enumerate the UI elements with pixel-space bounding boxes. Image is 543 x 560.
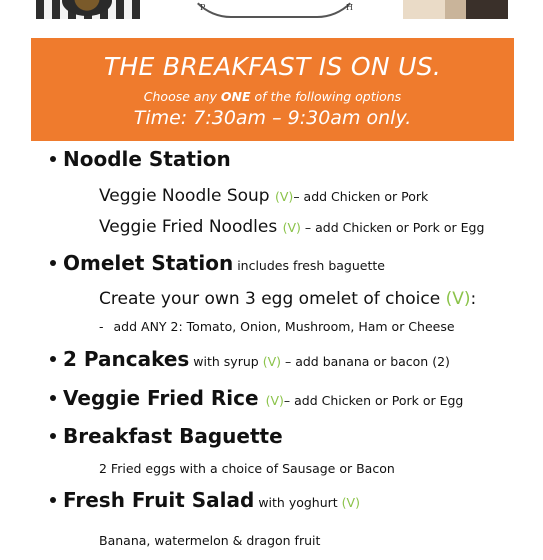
bullet-icon <box>50 395 56 401</box>
logo-letter: P <box>200 3 206 12</box>
fruit-description: Banana, watermelon & dragon fruit <box>99 533 321 548</box>
promo-banner <box>31 38 514 141</box>
top-photo-strip <box>0 0 543 22</box>
menu-item-custom-omelet: Create your own 3 egg omelet of choice (V): <box>99 289 477 309</box>
logo-letter: H <box>346 3 353 12</box>
section-pancakes: 2 Pancakes with syrup (V) – add banana or bacon (2) <box>50 347 450 371</box>
section-veggie-fried-rice: Veggie Fried Rice (V)– add Chicken or Pork or Egg <box>50 386 463 410</box>
section-omelet-station: Omelet Station includes fresh baguette <box>50 251 385 275</box>
banner-time: Time: 7:30am – 9:30am only. <box>133 107 412 129</box>
section-breakfast-baguette: Breakfast Baguette <box>50 424 283 448</box>
banner-subtitle: Choose any ONE of the following options <box>143 89 402 104</box>
section-fresh-fruit-salad: Fresh Fruit Salad with yoghurt (V) <box>50 488 360 512</box>
bullet-icon <box>50 260 56 266</box>
bullet-icon <box>50 156 56 162</box>
baguette-description: 2 Fried eggs with a choice of Sausage or Bacon <box>99 461 395 476</box>
omelet-addons: - add ANY 2: Tomato, Onion, Mushroom, Ham or Cheese <box>99 319 455 334</box>
bullet-icon <box>50 433 56 439</box>
menu-item-veggie-fried-noodles: Veggie Fried Noodles (V) – add Chicken or Pork or Egg <box>99 217 485 237</box>
banner-title: THE BREAKFAST IS ON US. <box>103 52 442 81</box>
restaurant-logo <box>183 0 365 18</box>
food-photo-left <box>36 0 140 19</box>
section-noodle-station: Noodle Station <box>50 147 231 171</box>
food-photo-right <box>403 0 508 19</box>
bullet-icon <box>50 497 56 503</box>
bullet-icon <box>50 356 56 362</box>
menu-item-veggie-noodle-soup: Veggie Noodle Soup (V)– add Chicken or Pork <box>99 186 429 206</box>
